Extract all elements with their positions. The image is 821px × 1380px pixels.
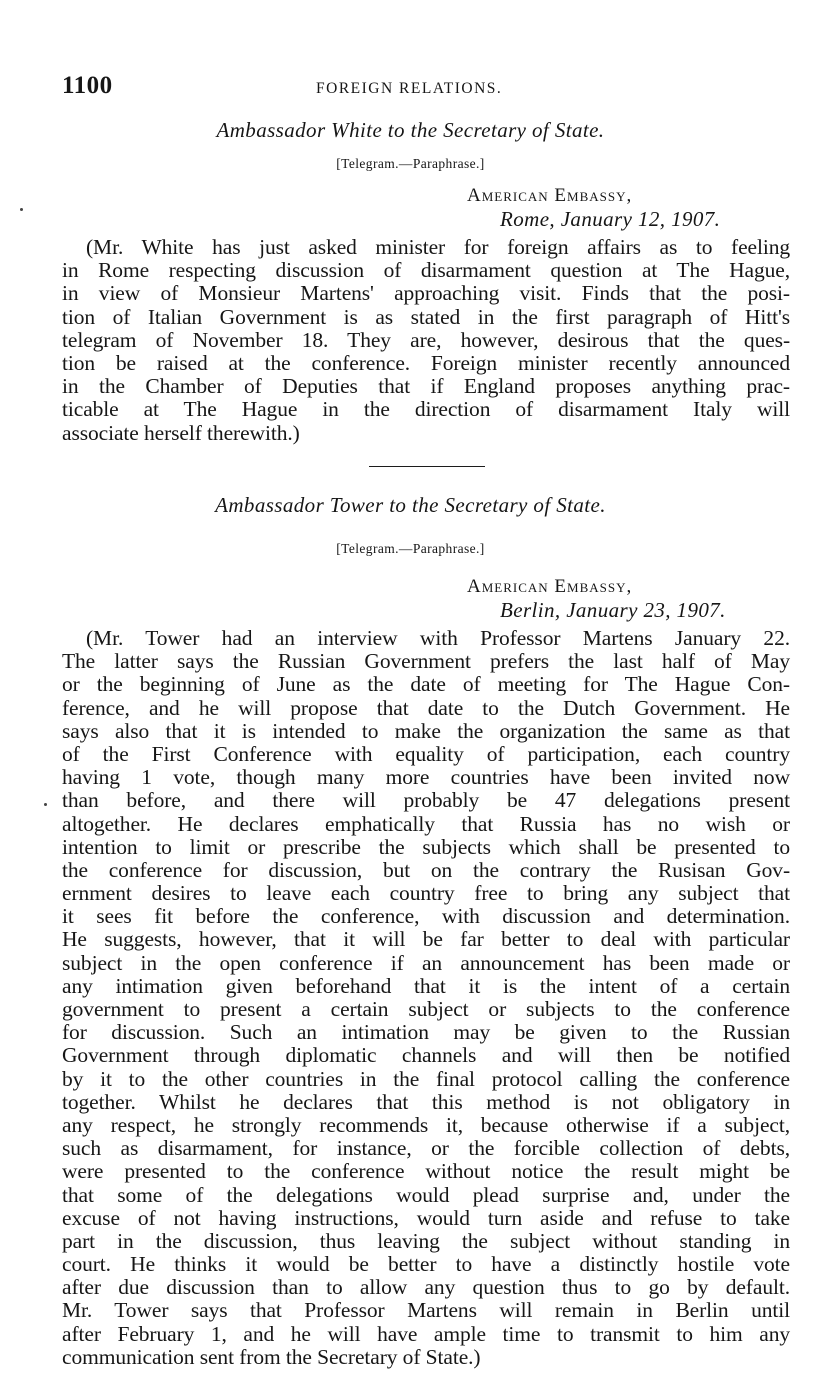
body-line: after February 1, and he will have ample time to transmit to him any xyxy=(62,1321,790,1346)
body-line: communication sent from the Secretary of State.) xyxy=(62,1344,481,1369)
body-line: ticable at The Hague in the direction of disarmament Italy will xyxy=(62,397,790,422)
body-line: or the beginning of June as the date of meeting for The Hague Con- xyxy=(62,672,790,697)
telegram-note: [Telegram.—Paraphrase.] xyxy=(336,156,485,171)
body-line: tion of Italian Government is as stated in the first paragraph of Hitt's xyxy=(62,304,790,329)
page-number: 1100 xyxy=(62,72,113,99)
body-line: for discussion. Such an intimation may be given to the Russian xyxy=(62,1020,790,1045)
letter-body xyxy=(62,627,790,1369)
body-line: by it to the other countries in the final protocol calling the conference xyxy=(62,1066,790,1091)
body-line: Mr. Tower says that Professor Martens will remain in Berlin until xyxy=(62,1298,790,1323)
body-line: He suggests, however, that it will be far better to deal with particular xyxy=(62,927,790,952)
telegram-note: [Telegram.—Paraphrase.] xyxy=(336,541,485,556)
body-line: any respect, he strongly recommends it, because otherwise if a subject, xyxy=(62,1112,790,1137)
scan-speck xyxy=(20,208,23,211)
body-line: excuse of not having instructions, would turn aside and refuse to take xyxy=(62,1205,790,1230)
dateline: Berlin, January 23, 1907. xyxy=(500,598,726,622)
scan-speck xyxy=(44,803,47,806)
body-line: in the Chamber of Deputies that if England proposes anything prac- xyxy=(62,374,790,399)
body-line: (Mr. Tower had an interview with Professor Martens January 22. xyxy=(86,626,790,650)
body-line: having 1 vote, though many more countries have been invited now xyxy=(62,765,790,790)
dateline: Rome, January 12, 1907. xyxy=(500,207,721,231)
body-line: subject in the open conference if an announcement has been made or xyxy=(62,950,790,975)
sender-place: American Embassy, xyxy=(467,185,633,206)
body-line: together. Whilst he declares that this method is not obligatory in xyxy=(62,1089,790,1114)
body-line: the conference for discussion, but on the contrary the Rusisan Gov- xyxy=(62,857,790,882)
body-line: in Rome respecting discussion of disarmament question at The Hague, xyxy=(62,258,790,283)
body-line: in view of Monsieur Martens' approaching visit. Finds that the posi- xyxy=(62,281,790,306)
letter-title: Ambassador Tower to the Secretary of State. xyxy=(215,493,606,517)
body-line: Government through diplomatic channels and will then be notified xyxy=(62,1043,790,1068)
body-line: tion be raised at the conference. Foreign minister recently announced xyxy=(62,350,790,375)
body-line: it sees fit before the conference, with discussion and determination. xyxy=(62,904,790,929)
body-line: court. He thinks it would be better to have a distinctly hostile vote xyxy=(62,1252,790,1277)
body-line: associate herself therewith.) xyxy=(62,420,300,445)
body-line: The latter says the Russian Government prefers the last half of May xyxy=(62,649,790,674)
page-header xyxy=(62,72,790,102)
letter-body xyxy=(62,236,790,445)
running-head: FOREIGN RELATIONS. xyxy=(316,80,503,97)
body-line: after due discussion than to allow any question thus to go by default. xyxy=(62,1275,790,1300)
body-line: ference, and he will propose that date to the Dutch Government. He xyxy=(62,695,790,720)
section-divider xyxy=(369,466,485,467)
body-line: such as disarmament, for instance, or the forcible collection of debts, xyxy=(62,1136,790,1161)
body-line: says also that it is intended to make the organization the same as that xyxy=(62,718,790,743)
body-line: altogether. He declares emphatically that Russia has no wish or xyxy=(62,811,790,836)
body-line: were presented to the conference without notice the result might be xyxy=(62,1159,790,1184)
body-line: than before, and there will probably be 47 delegations present xyxy=(62,788,790,813)
body-line: of the First Conference with equality of participation, each country xyxy=(62,741,790,766)
body-line: telegram of November 18. They are, however, desirous that the ques- xyxy=(62,327,790,352)
body-line: (Mr. White has just asked minister for foreign affairs as to feeling xyxy=(86,235,790,259)
body-line: any intimation given beforehand that it is the intent of a certain xyxy=(62,973,790,998)
letter-title: Ambassador White to the Secretary of State. xyxy=(216,118,605,142)
sender-place: American Embassy, xyxy=(467,576,633,597)
body-line: ernment desires to leave each country free to bring any subject that xyxy=(62,881,790,906)
body-line: government to present a certain subject or subjects to the conference xyxy=(62,997,790,1021)
body-line: that some of the delegations would plead surprise and, under the xyxy=(62,1182,790,1207)
body-line: intention to limit or prescribe the subjects which shall be presented to xyxy=(62,834,790,859)
body-line: part in the discussion, thus leaving the subject without standing in xyxy=(62,1228,790,1253)
